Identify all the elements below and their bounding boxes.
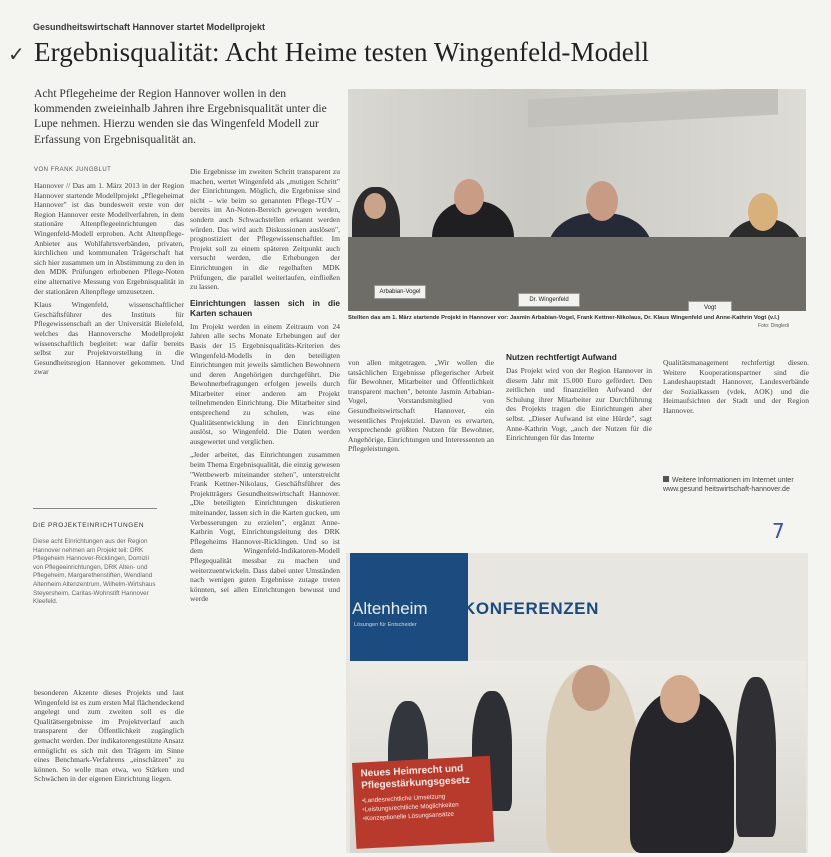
- project-facilities-box: [33, 508, 157, 654]
- paragraph: Die Ergebnisse im zweiten Schritt transparent zu machen, wertet Wingenfeld als „mutigen Schritt" der Einrichtungen. Möglich, die Ergebnisse sind nicht – wie beim so genannten Pflege-TÜV – bereits im An-Noten-Bereich gewogen werden, sondern auch Schwachstellen erkannt werden würden. Das wird auch Diskussionen auslösen", prognostiziert der Pflegewissenschaftler. Im Projekt soll zu einem späteren Zeitpunkt auch versucht werden, die Erhebungen der Einrichtungen in die regelhaften MDK Prüfungen, die parallel weiterlaufen, einfließen zu lassen.: [190, 167, 340, 292]
- paragraph: Qualitätsmanagement rechtfertigt diesen. Weitere Kooperationspartner sind die Landeshauptstadt Hannover, Landesverbände der Sozialkassen (vdek, AOK) und die Heimaufsichten der Stadt und der Region Hannover.: [663, 358, 809, 415]
- article-column-5: [663, 358, 809, 420]
- ad-title-bold: KONFERENZEN: [463, 599, 599, 618]
- subheading: Nutzen rechtfertigt Aufwand: [506, 352, 617, 362]
- more-info-text: Weitere Informationen im Internet unter www.gesund heitswirtschaft-hannover.de: [663, 477, 794, 493]
- photo-credit: Foto: Dingledi: [758, 323, 789, 329]
- subheading: Einrichtungen lassen sich in die Karten schauen: [190, 297, 340, 318]
- ad-promo-box: [352, 756, 494, 849]
- ad-tagline: Lösungen für Entscheider: [354, 622, 417, 628]
- advertisement: [346, 553, 808, 853]
- person-4-face: [748, 193, 778, 231]
- handwritten-page-number: 7: [772, 519, 785, 543]
- article-column-1-bottom: [34, 688, 184, 788]
- name-card: Arbabian-Vogel: [374, 285, 426, 299]
- name-card: Vogt: [688, 301, 732, 311]
- article-column-3: [348, 358, 494, 458]
- person-1-face: [364, 193, 386, 219]
- square-bullet-icon: [663, 476, 669, 482]
- paragraph: Hannover // Das am 1. März 2013 in der Region Hannover startende Modellprojekt „Pflegeheimat Hannover" ist das bundesweit erste von der Region Hannover erste Modellverfahren, in dem stationäre Altenpflegeeinrichtungen das Wingenfeld-Modell erproben. Acht Altenpflege-Anbieter aus Wohlfahrtsverbänden, privaten, kirchlichen und kommunalen Trägerschaft hat sich hier zusammen um in Abstimmung zu den in den MDK Prüfungen erhobenen Pflege-Noten eine alternative Messung von Ergebnisqualität in der stationären Altenpflege umzusetzen.: [34, 181, 184, 296]
- paragraph: von allen mitgetragen. „Wir wollen die tatsächlichen Ergebnisse pflegerischer Arbeit für Bewohner, Mitarbeiter und Öffentlichkeit transparent machen", betonte Jasmin Arbabian-Vogel, Vorstandsmitglied von Gesundheitswirtschaft Hannover, ein wesentliches Projektziel. Davon es erwarten, versprechende größten Nutzen für Bewohner, Angehörige, Einrichtungen und Interessenten an Pflegeleistungen.: [348, 358, 494, 454]
- paragraph: besonderen Akzente dieses Projekts und laut Wingenfeld ist es zum ersten Mal flächendeckend angelegt und zum zweiten soll es die Qualitätsergebnisse im Projektverlauf auch transparent der Öffentlichkeit zugänglich gemacht werden. Der indikatorengestützte Ansatz ermöglicht es sich mit den Trägern im Sinne eines Benchmark-Verfahrens „einschätzen" zu können. So wolle man etwa, wo Stärken und Schwächen in der eigenen Einrichtung liegen.: [34, 688, 184, 784]
- ad-promo-item: • Landesrechtliche Umsetzung: [362, 790, 484, 805]
- ad-title-light: Altenheim: [352, 599, 428, 618]
- article-column-2: [190, 167, 340, 608]
- article-column-4: [506, 352, 652, 447]
- pen-check-mark-icon: ✓: [8, 42, 25, 66]
- article-kicker: Gesundheitswirtschaft Hannover startet Modellprojekt: [33, 22, 266, 32]
- ad-person-3-face: [572, 665, 610, 711]
- paragraph: Im Projekt werden in einem Zeitraum von 24 Jahren alle sechs Monate Erhebungen auf der Basis der 15 Ergebnisqualitäts-Kriterien des Wingenfeld-Modells in den beteiligten Einrichtungen mit jeweils sämtlichen Bewohnern und deren Angehörigen durchgeführt. Die Bewohnerbefragungen erfolgen jeweils durch Mitarbeiter einer anderen am Projekt teilnehmenden Einrichtung. Die Mitarbeiter sind entsprechend zu schulen, was eine Qualitätsentwicklung in den Einrichtungen auslöst, so Wingenfeld. Die Daten werden ausgewertet und verglichen.: [190, 321, 340, 446]
- article-lead: Acht Pflegeheime der Region Hannover wollen in den kommenden zweieinhalb Jahren ihre Ergebnisqualität unter die Lupe nehmen. Hierzu wenden sie das Wingenfeld Modell zur Erfassung von Ergebnisqualität an.: [34, 87, 327, 146]
- ad-promo-item: • Konzeptionelle Lösungsansätze: [363, 808, 485, 823]
- article-column-1-top: [34, 181, 184, 381]
- paragraph: Klaus Wingenfeld, wissenschaftlicher Geschäftsführer des Instituts für Pflegewissenschaft an der Universität Bielefeld, welches das Hannoversche Modellprojekt wissenschaftlich begleitet: war dafür bereits selbst zur Projektvorstellung in die Gesundheitsregion Hannover gekommen. Und zwar: [34, 300, 184, 377]
- ad-person-4-face: [660, 675, 700, 723]
- photo-caption: Stellten das am 1. März startende Projekt in Hannover vor: Jasmin Arbabian-Vogel, Frank Kettner-Nikolaus, Dr. Klaus Wingenfeld und Anne-Kathrin Vogt (v.l.): [348, 315, 780, 321]
- article-headline: Ergebnisqualität: Acht Heime testen Wingenfeld-Modell: [34, 37, 650, 67]
- paragraph: Das Projekt wird von der Region Hannover in diesem Jahr mit 15.000 Euro gefördert. Den zeitlichen und finanziellen Aufwand der Schulung ihrer Mitarbeiter zur Durchführung des Projekts tragen die Einrichtungen aber selbst. „Dieser Aufwand ist eine Hürde", sagt Anne-Kathrin Vogt, „auch der Nutzen für die Einrichtungen für das Interne: [506, 366, 652, 443]
- ad-promo-list: [354, 790, 493, 824]
- paragraph: „Jeder arbeitet, das Einrichtungen zusammen beim Thema Ergebnisqualität, die einzig gewesen "Wettbewerb miteinander stehen", unterstreicht Frank Kettner-Nikolaus, Geschäftsführer des Projektträgers Gesundheitswirtschaft Hannover. „Die beteiligten Einrichtungen diskutieren miteinander, lassen sich in die Karten gucken, um Verbesserungen zu erzielen", ergänzt Anne-Kathrin Vogt, Einrichtungsleitung des DRK Pflegeheims Hannover-Ricklingen. Und so ist dem Wingenfeld-Indikatoren-Modell Pflegequalität messbar zu machen und weiterzuentwickeln. Dass dabei unter Umständen nach wenigen guten Ergebnisse zutage treten könnten, sei allen Einrichtungen bewusst und werde: [190, 450, 340, 604]
- ad-promo-item: • Leistungsrechtliche Möglichkeiten: [362, 799, 484, 814]
- more-info-note: [663, 476, 809, 494]
- box-body: Diese acht Einrichtungen aus der Region Hannover nehmen am Projekt teil: DRK Pflegeheim Hannover-Ricklingen, Domizil von Pflegeeinrichtungen, DRK Alten- und Pflegeheim, Margarethenstiften, Wendland Altenheim Altenzentrum, Wilhelm-Wirtshaus Steyersheim, Caritas-Wohnstift Hannover Kleefeld.: [33, 538, 156, 606]
- person-2-face: [454, 179, 484, 215]
- ad-person-5: [736, 677, 776, 837]
- press-conference-photo: [348, 89, 806, 311]
- article-byline: VON FRANK JUNGBLUT: [34, 167, 112, 173]
- ad-promo-heading: Neues Heimrecht und Pflegestärkungsgesetz: [360, 763, 471, 792]
- person-3-face: [586, 181, 618, 221]
- name-card: Dr. Wingenfeld: [518, 293, 580, 307]
- box-title: DIE PROJEKTEINRICHTUNGEN: [33, 522, 145, 529]
